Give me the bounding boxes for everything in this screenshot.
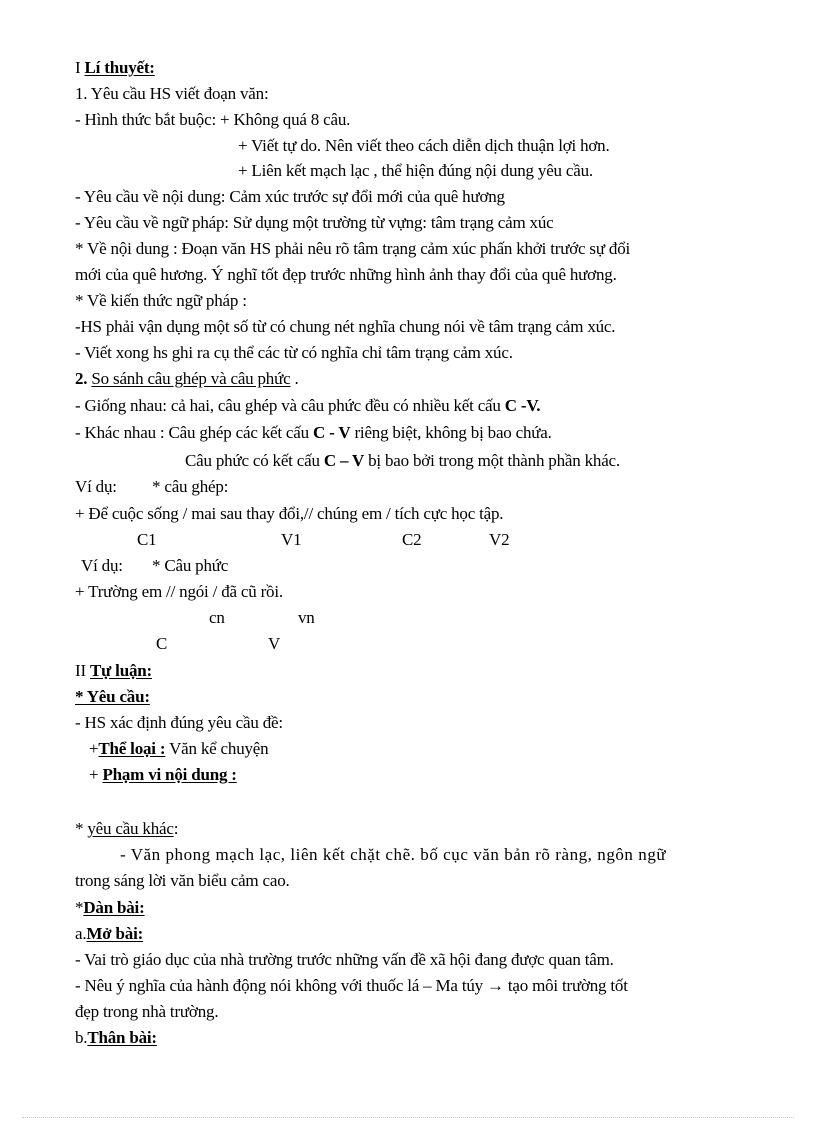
- example-label: Ví dụ:: [81, 556, 123, 575]
- example-kind: * câu ghép:: [152, 477, 229, 496]
- example-sentence: + Để cuộc sống / mai sau thay đổi,// chúng em / tích cực học tập.: [75, 504, 504, 523]
- text-line: - Vai trò giáo dục của nhà trường trước những vấn đề xã hội đang được quan tâm.: [75, 950, 614, 969]
- text-line: - Nêu ý nghĩa của hành động nói không với thuốc lá – Ma túy → tạo môi trường tốt: [75, 976, 628, 995]
- example-kind: * Câu phức: [152, 556, 229, 575]
- text-line: đẹp trong nhà trường.: [75, 1002, 219, 1021]
- section-heading-1: I Lí thuyết:: [75, 58, 155, 77]
- intro-heading: a.Mở bài:: [75, 924, 144, 943]
- grammar-mark: vn: [298, 608, 315, 627]
- section-heading-3: II Tự luận:: [75, 661, 152, 680]
- text-line: + Phạm vi nội dung :: [89, 765, 237, 784]
- example-label: Ví dụ:: [75, 477, 117, 496]
- text-line: - Khác nhau : Câu ghép các kết cấu C - V riêng biệt, không bị bao chứa.: [75, 423, 552, 442]
- text-line: +Thể loại : Văn kể chuyện: [89, 739, 269, 758]
- text-line: - HS xác định đúng yêu cầu đề:: [75, 713, 283, 732]
- text-line: - Giống nhau: cả hai, câu ghép và câu phức đều có nhiều kết cấu C -V.: [75, 396, 541, 415]
- text-line: 1. Yêu cầu HS viết đoạn văn:: [75, 84, 269, 103]
- text-line: mới của quê hương. Ý nghĩ tốt đẹp trước những hình ảnh thay đổi của quê hương.: [75, 265, 617, 284]
- grammar-mark: cn: [209, 608, 225, 627]
- section-title: Tự luận:: [89, 661, 152, 680]
- grammar-mark: V1: [281, 530, 302, 549]
- text-line: - Văn phong mạch lạc, liên kết chặt chẽ. bố cục văn bản rõ ràng, ngôn ngữ: [120, 845, 667, 864]
- grammar-mark: V: [268, 634, 281, 653]
- requirement-heading: * Yêu cầu:: [75, 687, 150, 706]
- other-requirements-heading: * yêu cầu khác:: [75, 819, 179, 838]
- text-line: + Viết tự do. Nên viết theo cách diễn dịch thuận lợi hơn.: [238, 136, 610, 155]
- outline-heading: *Dàn bài:: [75, 898, 145, 917]
- text-line: - Yêu cầu về nội dung: Cảm xúc trước sự đổi mới của quê hương: [75, 187, 505, 206]
- text-line: -HS phải vận dụng một số từ có chung nét nghĩa chung nói về tâm trạng cảm xúc.: [75, 317, 616, 336]
- grammar-mark: V2: [489, 530, 510, 549]
- grammar-mark: C2: [402, 530, 422, 549]
- page-bottom-divider: [22, 1117, 794, 1118]
- grammar-mark: C1: [137, 530, 157, 549]
- text-line: + Liên kết mạch lạc , thể hiện đúng nội dung yêu cầu.: [238, 161, 593, 180]
- example-sentence: + Trường em // ngói / đã cũ rồi.: [75, 582, 283, 601]
- text-line: Câu phức có kết cấu C – V bị bao bởi trong một thành phần khác.: [185, 451, 620, 470]
- text-line: * Về nội dung : Đoạn văn HS phải nêu rõ tâm trạng cảm xúc phấn khởi trước sự đổi: [75, 239, 631, 258]
- text-line: * Về kiến thức ngữ pháp :: [75, 291, 247, 310]
- body-heading: b.Thân bài:: [75, 1028, 157, 1047]
- section-heading-2: 2. So sánh câu ghép và câu phức .: [75, 369, 299, 388]
- text-line: - Hình thức bắt buộc: + Không quá 8 câu.: [75, 110, 351, 129]
- section-title: Lí thuyết:: [84, 58, 155, 77]
- text-line: trong sáng lời văn biểu cảm cao.: [75, 871, 290, 890]
- text-line: - Yêu cầu về ngữ pháp: Sử dụng một trường từ vựng: tâm trạng cảm xúc: [75, 213, 554, 232]
- section-title: So sánh câu ghép và câu phức: [91, 369, 291, 388]
- grammar-mark: C: [156, 634, 168, 653]
- text-line: - Viết xong hs ghi ra cụ thể các từ có nghĩa chỉ tâm trạng cảm xúc.: [75, 343, 513, 362]
